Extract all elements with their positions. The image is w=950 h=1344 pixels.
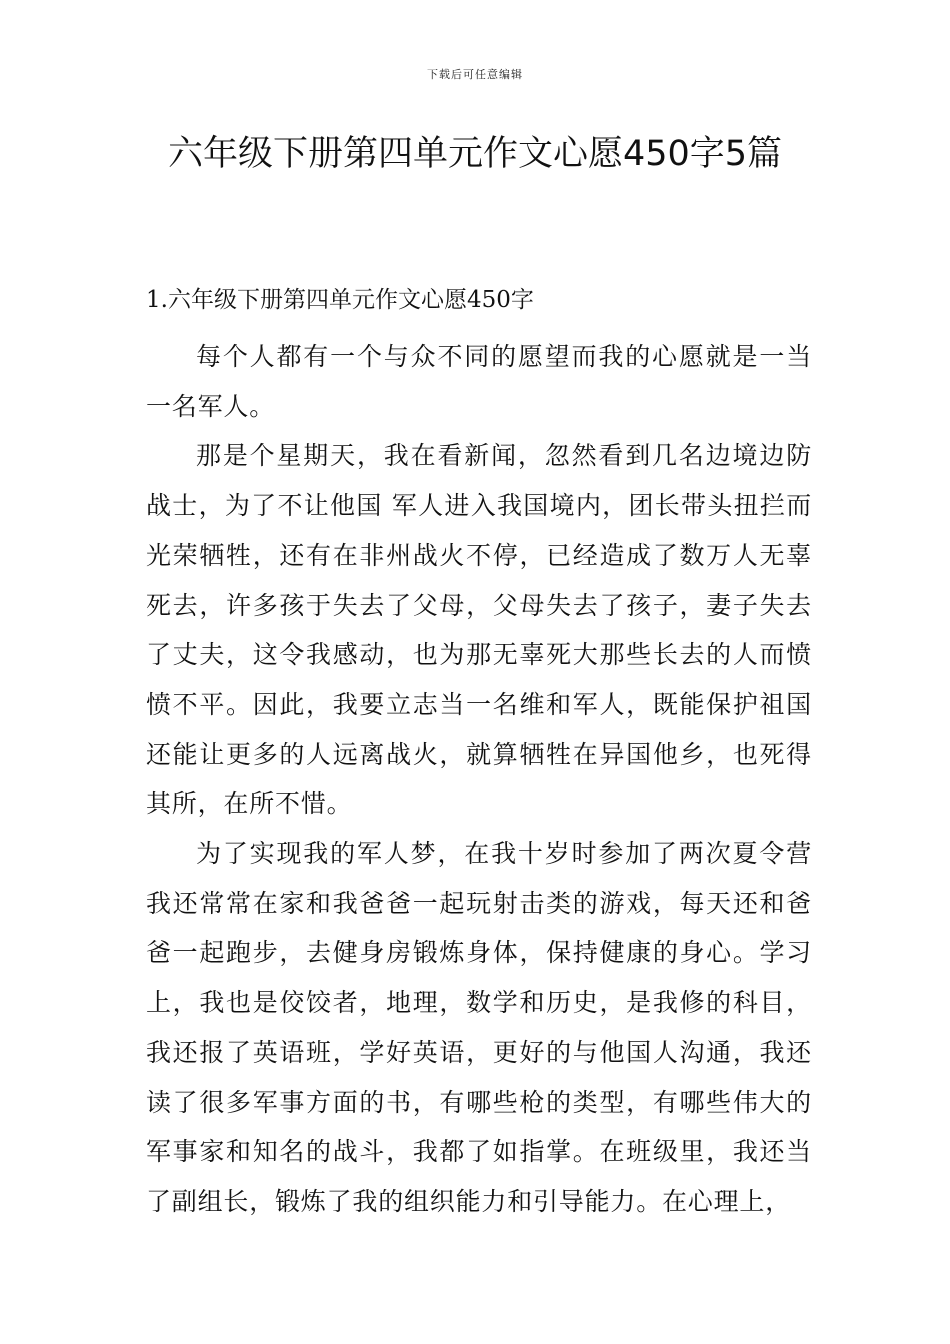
paragraph: 每个人都有一个与众不同的愿望而我的心愿就是一当一名军人。 — [146, 342, 812, 421]
document-body — [146, 282, 812, 1227]
document-title: 六年级下册第四单元作文心愿450字5篇 — [167, 134, 783, 174]
header-note: 下载后可任意编辑 — [427, 68, 523, 81]
section-heading: 1.六年级下册第四单元作文心愿450字 — [146, 287, 534, 313]
paragraph: 那是个星期天，我在看新闻，忽然看到几名边境边防战士，为了不让他国 军人进入我国境内，团长带头扭拦而光荣牺牲，还有在非州战火不停，已经造成了数万人无辜死去，许多孩于失去了父母，父母失去了孩子，妻子失去了丈夫，这令我感动，也为那无辜死大那些长去的人而愤愤不平。因此，我要立志当一名维和军人，既能保护祖国还能让更多的人远离战火，就算牺牲在异国他乡，也死得其所，在所不惜。 — [146, 441, 812, 819]
paragraph: 为了实现我的军人梦，在我十岁时参加了两次夏令营我还常常在家和我爸爸一起玩射击类的游戏，每天还和爸爸一起跑步，去健身房锻炼身体，保持健康的身心。学习上，我也是佼饺者，地理，数学和历史，是我修的科目，我还报了英语班，学好英语，更好的与他国人沟通，我还读了很多军事方面的书，有哪些枪的类型，有哪些伟大的军事家和知名的战斗，我都了如指掌。在班级里，我还当了副组长，锻炼了我的组织能力和引导能力。在心理上， — [146, 839, 812, 1216]
